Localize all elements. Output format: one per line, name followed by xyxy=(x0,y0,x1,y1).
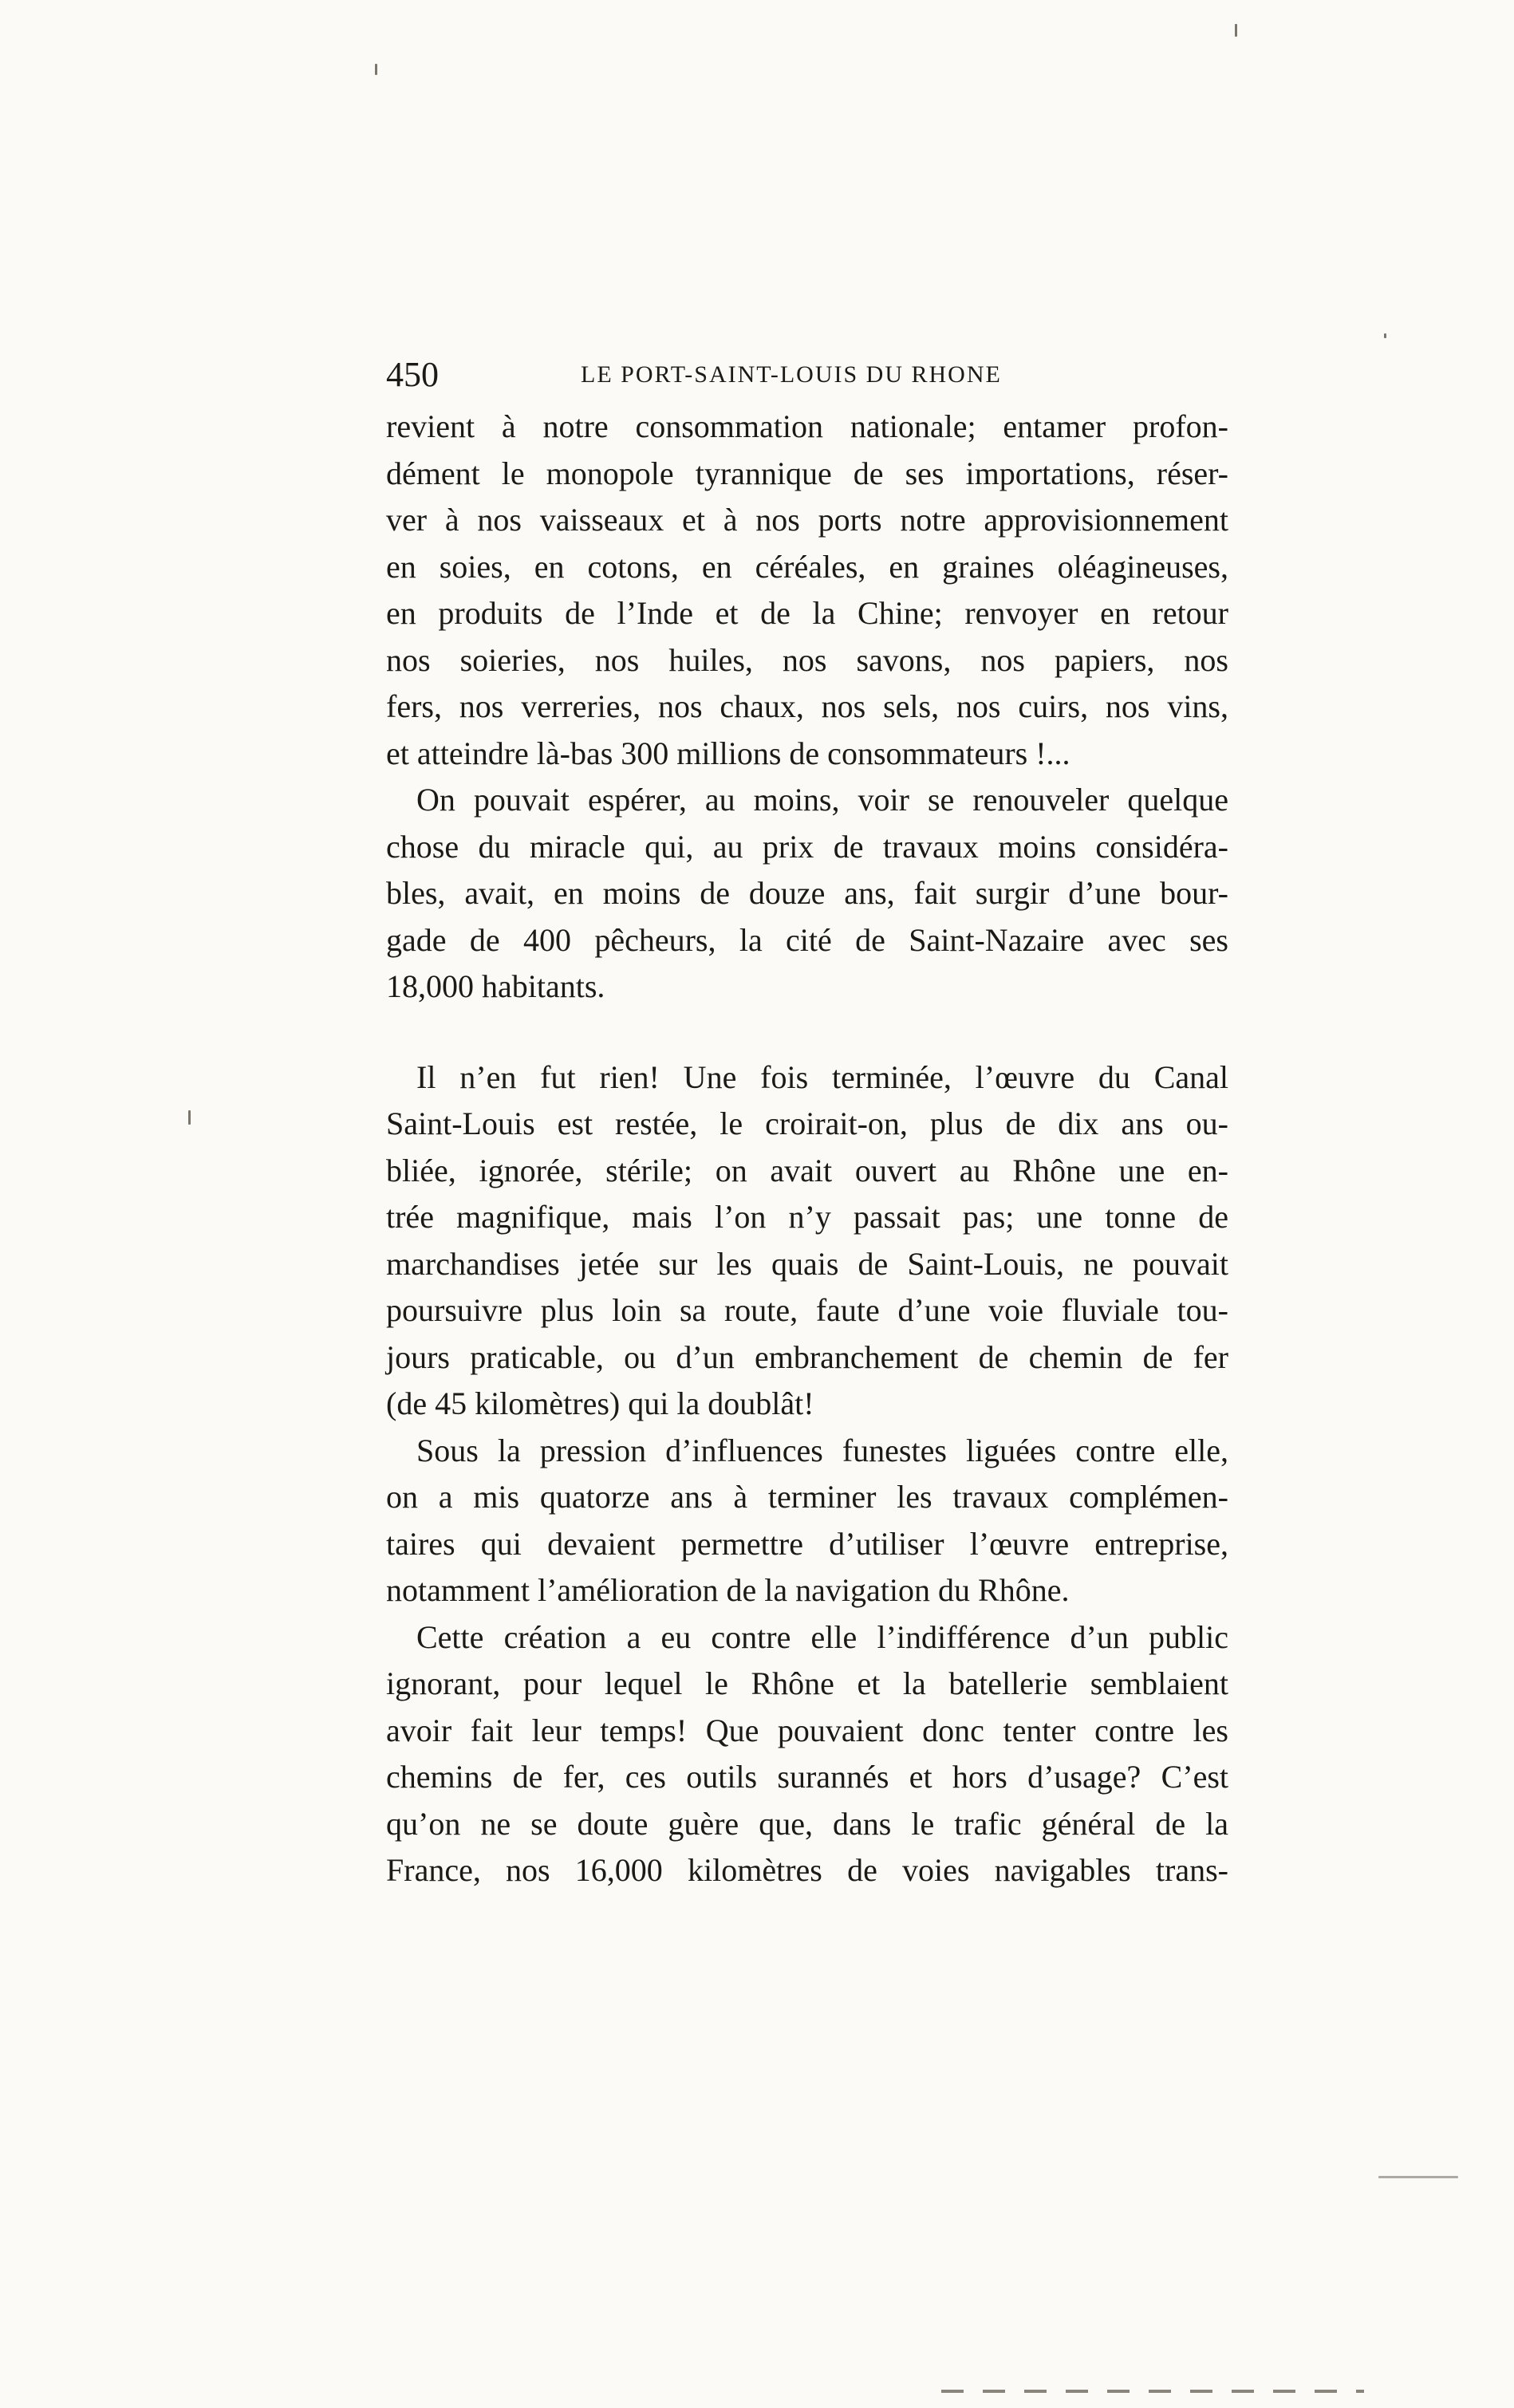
paragraph-2 xyxy=(386,777,1228,1011)
section-gap xyxy=(386,1011,1228,1054)
text-line: (de 45 kilomètres) qui la doublât! xyxy=(386,1385,814,1421)
text-line: avoir fait leur temps! Que pouvaient donc tenter contre les xyxy=(386,1712,1228,1748)
text-line: bles, avait, en moins de douze ans, fait surgir d’une bour- xyxy=(386,875,1228,911)
text-line: fers, nos verreries, nos chaux, nos sels, nos cuirs, nos vins, xyxy=(386,688,1228,724)
text-line: et atteindre là-bas 300 millions de consommateurs !... xyxy=(386,735,1070,771)
text-line: en soies, en cotons, en céréales, en graines oléagineuses, xyxy=(386,548,1228,585)
text-line: nos soieries, nos huiles, nos savons, nos papiers, nos xyxy=(386,641,1228,678)
text-line: Il n’en fut rien! Une fois terminée, l’œuvre du Canal xyxy=(416,1058,1228,1095)
text-line: trée magnifique, mais l’on n’y passait pas; une tonne de xyxy=(386,1199,1228,1235)
text-line: bliée, ignorée, stérile; on avait ouvert au Rhône une en- xyxy=(386,1152,1228,1188)
text-line: ignorant, pour lequel le Rhône et la batellerie semblaient xyxy=(386,1665,1228,1701)
text-line: marchandises jetée sur les quais de Saint-Louis, ne pouvait xyxy=(386,1245,1228,1282)
page-header xyxy=(386,351,1228,407)
body-text xyxy=(386,404,1228,1894)
text-line: jours praticable, ou d’un embranchement de chemin de fer xyxy=(386,1338,1228,1375)
paragraph-3 xyxy=(386,1054,1228,1428)
scan-edge-dashes xyxy=(941,2390,1364,2393)
text-line: ver à nos vaisseaux et à nos ports notre approvisionnement xyxy=(386,502,1228,538)
scan-speck xyxy=(1384,333,1386,338)
text-line: chemins de fer, ces outils surannés et hors d’usage? C’est xyxy=(386,1759,1228,1795)
scan-speck xyxy=(375,64,377,75)
scan-speck xyxy=(1378,2176,1458,2178)
text-line: 18,000 habitants. xyxy=(386,968,605,1004)
text-line: dément le monopole tyrannique de ses importations, réser- xyxy=(386,455,1228,491)
text-line: On pouvait espérer, au moins, voir se renouveler quelque xyxy=(416,782,1228,818)
text-line: on a mis quatorze ans à terminer les travaux complémen- xyxy=(386,1479,1228,1515)
text-line: chose du miracle qui, au prix de travaux moins considéra- xyxy=(386,828,1228,865)
text-line: poursuivre plus loin sa route, faute d’une voie fluviale tou- xyxy=(386,1292,1228,1328)
scan-speck xyxy=(1235,24,1237,37)
paragraph-1 xyxy=(386,404,1228,777)
text-line: Sous la pression d’influences funestes liguées contre elle, xyxy=(416,1432,1228,1468)
text-line: France, nos 16,000 kilomètres de voies navigables trans- xyxy=(386,1852,1228,1888)
page-number: 450 xyxy=(386,355,439,394)
text-line: Cette création a eu contre elle l’indifférence d’un public xyxy=(416,1618,1228,1655)
paragraph-5 xyxy=(386,1614,1228,1894)
text-line: revient à notre consommation nationale; entamer profon- xyxy=(386,408,1228,444)
paragraph-4 xyxy=(386,1428,1228,1614)
text-line: taires qui devaient permettre d’utiliser l’œuvre entreprise, xyxy=(386,1525,1228,1562)
scan-speck xyxy=(188,1110,191,1125)
text-line: notamment l’amélioration de la navigation du Rhône. xyxy=(386,1572,1070,1608)
text-line: qu’on ne se doute guère que, dans le trafic général de la xyxy=(386,1805,1228,1842)
running-title: LE PORT-SAINT-LOUIS DU RHONE xyxy=(581,361,1002,388)
text-line: gade de 400 pêcheurs, la cité de Saint-Nazaire avec ses xyxy=(386,921,1228,958)
text-line: Saint-Louis est restée, le croirait-on, plus de dix ans ou- xyxy=(386,1105,1228,1141)
text-line: en produits de l’Inde et de la Chine; renvoyer en retour xyxy=(386,595,1228,631)
